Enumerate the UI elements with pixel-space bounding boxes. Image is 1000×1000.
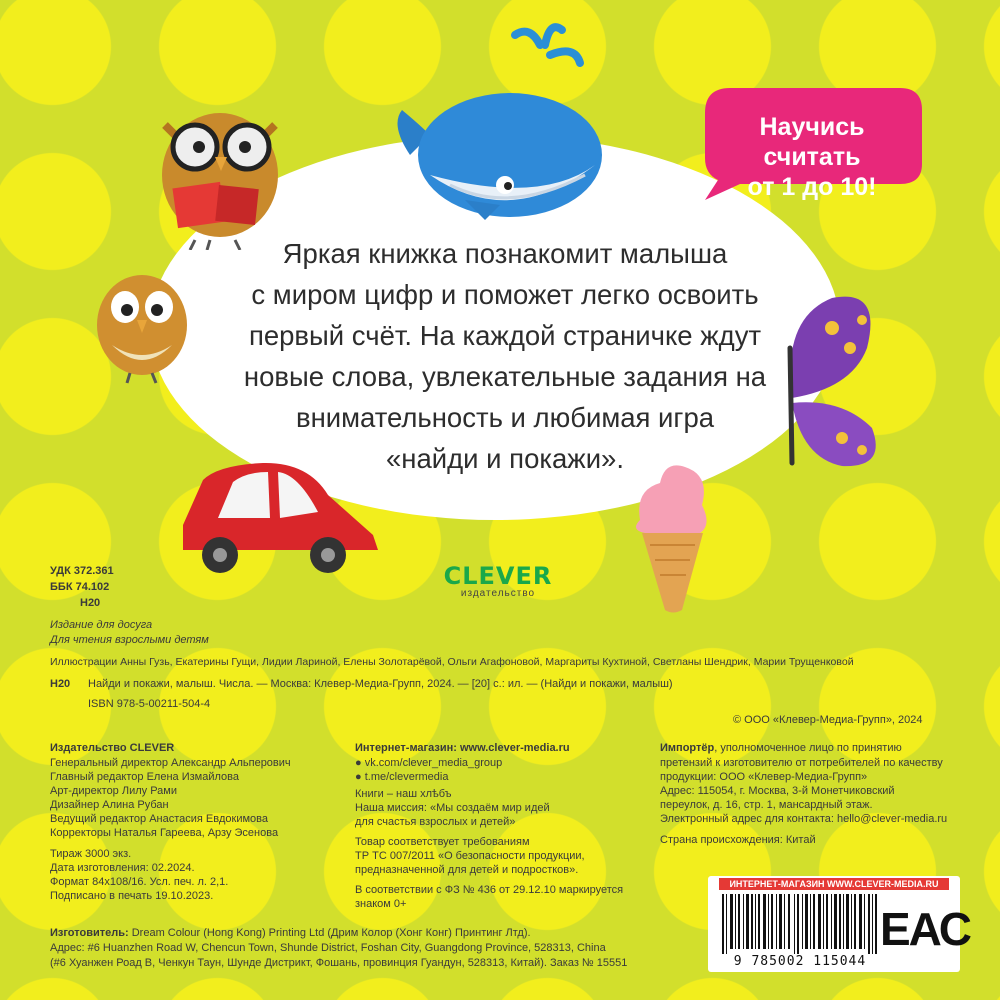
telegram-icon: ● [355, 771, 362, 783]
barcode [722, 894, 882, 954]
eac-mark: ЕАС [880, 903, 970, 955]
age-line: знаком 0+ [355, 898, 407, 910]
importer-text: , уполномоченное лицо по принятию [714, 742, 902, 754]
publisher-title: Издательство CLEVER [50, 742, 175, 754]
mission-line: Книги – наш хлѣбъ [355, 788, 452, 800]
purpose-1: Издание для досуга [50, 619, 153, 631]
importer-line: Адрес: 115054, г. Москва, 3-й Монетчиковский [660, 785, 895, 797]
importer-line: претензий к изготовителю от потребителей по качеству [660, 757, 943, 769]
code: Н20 [80, 597, 101, 609]
citation: Найди и покажи, малыш. Числа. — Москва: Клевер-Медиа-Групп, 2024. — [20] с.: ил. — (Найди и покажи, малыш) [88, 678, 673, 690]
udk: УДК 372.361 [50, 565, 114, 577]
purpose-2: Для чтения взрослыми детям [50, 634, 209, 646]
illustrators: Иллюстрации Анны Гузь, Екатерины Гущи, Лидии Лариной, Елены Золотарёвой, Ольги Агафоновой, Маргариты Кухтиной, Светланы Шендрик, Марии Трущенковой [50, 656, 854, 668]
staff-line: Главный редактор Елена Измайлова [50, 771, 239, 783]
importer-line-1 [660, 742, 902, 755]
owl-glasses-illustration [155, 95, 290, 250]
description-line: новые слова, увлекательные задания на [243, 361, 767, 392]
mission-line: Наша миссия: «Мы создаём мир идей [355, 802, 550, 814]
description-line: Яркая книжка познакомит малыша [282, 238, 728, 269]
ice-cream-illustration [630, 455, 715, 615]
print-line: Тираж 3000 экз. [50, 848, 132, 860]
importer-title: Импортёр [660, 742, 715, 754]
code-2: Н20 [50, 678, 71, 690]
logo-sub: издательство [460, 588, 536, 599]
clever-logo [438, 564, 558, 600]
staff-line: Арт-директор Лилу Рами [50, 785, 177, 797]
bbk: ББК 74.102 [50, 581, 110, 593]
bubble-line-1: Научись считать [759, 113, 865, 171]
vk-url: vk.com/clever_media_group [364, 757, 503, 769]
barcode-number: 9 785002 115044 [733, 954, 867, 969]
importer-line: продукции: ООО «Клевер-Медиа-Групп» [660, 771, 868, 783]
logo-name: CLEVER [443, 562, 553, 590]
print-line: Дата изготовления: 02.2024. [50, 862, 195, 874]
print-line: Формат 84х108/16. Усл. печ. л. 2,1. [50, 876, 229, 888]
manufacturer-address-ru: (#6 Хуанжен Роад В, Ченкун Таун, Шунде Дистрикт, Фошань, провинция Гуандун, 528313, Китай). Заказ № 15551 [50, 957, 628, 969]
manufacturer-address: Адрес: #6 Huanzhen Road W, Chencun Town, Shunde District, Foshan City, Guangdong Province, 528313, China [50, 942, 606, 954]
bubble-line-2: от 1 до 10! [747, 173, 877, 201]
vk-icon: ● [355, 757, 362, 769]
barcode-header: ИНТЕРНЕТ-МАГАЗИН WWW.CLEVER-MEDIA.RU [719, 878, 948, 890]
manufacturer-label: Изготовитель: [50, 927, 129, 939]
staff-line: Корректоры Наталья Гареева, Арзу Эсенова [50, 827, 279, 839]
book-description [205, 233, 805, 479]
vk-link[interactable] [355, 757, 502, 770]
description-line: внимательность и любимая игра [295, 402, 715, 433]
importer-line: переулок, д. 16, стр. 1, мансардный этаж. [660, 799, 873, 811]
staff-line: Ведущий редактор Анастасия Евдокимова [50, 813, 268, 825]
shop-title: Интернет-магазин: www.clever-media.ru [355, 742, 570, 754]
compliance-line: предназначенной для детей и подростков». [355, 864, 579, 876]
staff-line: Генеральный директор Александр Альперович [50, 757, 291, 769]
compliance-line: ТР ТС 007/2011 «О безопасности продукции, [355, 850, 585, 862]
telegram-link[interactable] [355, 771, 448, 784]
tg-url: t.me/clevermedia [364, 771, 449, 783]
description-line: с миром цифр и поможет легко освоить [251, 279, 759, 310]
staff-line: Дизайнер Алина Рубан [50, 799, 169, 811]
speech-bubble [700, 88, 922, 200]
manufacturer-name: Dream Colour (Hong Kong) Printing Ltd (Дрим Колор (Хонг Конг) Принтинг Лтд). [131, 927, 531, 939]
importer-line: Электронный адрес для контакта: hello@clever-media.ru [660, 813, 948, 825]
compliance-line: Товар соответствует требованиям [355, 836, 530, 848]
print-line: Подписано в печать 19.10.2023. [50, 890, 214, 902]
age-line: В соответствии с ФЗ № 436 от 29.12.10 маркируется [355, 884, 624, 896]
mission-line: для счастья взрослых и детей» [355, 816, 516, 828]
isbn: ISBN 978-5-00211-504-4 [88, 698, 211, 710]
owl-illustration [92, 265, 192, 385]
origin: Страна происхождения: Китай [660, 834, 816, 846]
whale-illustration [390, 15, 610, 230]
description-line: «найди и покажи». [386, 443, 624, 474]
manufacturer [50, 927, 531, 940]
copyright: © ООО «Клевер-Медиа-Групп», 2024 [733, 714, 923, 726]
description-line: первый счёт. На каждой страничке ждут [248, 320, 762, 351]
